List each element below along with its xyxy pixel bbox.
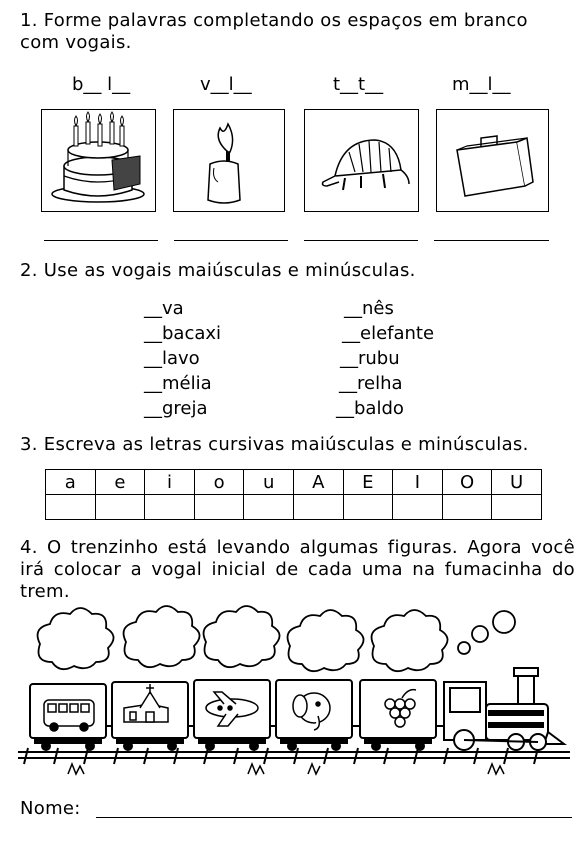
answer-line-1[interactable] (44, 240, 158, 241)
cloud-icon (288, 610, 364, 671)
left-word-list (144, 296, 221, 421)
train-illustration (18, 604, 570, 780)
right-word-list (338, 296, 434, 421)
picture-box-armadillo (304, 109, 419, 212)
write-cell[interactable] (145, 495, 195, 520)
write-cell[interactable] (194, 495, 244, 520)
list-item: __elefante (342, 323, 435, 344)
picture-box-candle (173, 109, 285, 212)
answer-line-4[interactable] (434, 240, 549, 241)
list-item: __greja (144, 398, 208, 419)
table-cell: U (492, 470, 542, 495)
table-row (46, 495, 542, 520)
table-cell: o (194, 470, 244, 495)
cloud-icon (204, 606, 280, 667)
suitcase-icon (437, 110, 548, 211)
write-cell[interactable] (46, 495, 96, 520)
smoke-puff-icon (458, 642, 470, 654)
table-cell: E (343, 470, 393, 495)
cloud-icon (124, 606, 200, 667)
list-item: __lavo (144, 348, 200, 369)
cloud-icon (38, 608, 114, 669)
question-3-text: 3. Escreva as letras cursivas maiúsculas e minúsculas. (20, 434, 529, 455)
write-cell[interactable] (95, 495, 145, 520)
question-2-text: 2. Use as vogais maiúsculas e minúsculas. (20, 260, 416, 281)
write-cell[interactable] (393, 495, 443, 520)
smoke-puff-icon (493, 611, 515, 633)
answer-line-3[interactable] (304, 240, 418, 241)
write-cell[interactable] (244, 495, 294, 520)
name-label: Nome: (20, 798, 81, 819)
table-cell: A (293, 470, 343, 495)
picture-box-cake (41, 109, 156, 212)
smoke-puff-icon (472, 626, 488, 642)
list-item: __relha (339, 373, 403, 394)
table-row (46, 470, 542, 495)
picture-box-suitcase (436, 109, 549, 212)
answer-line-2[interactable] (174, 240, 288, 241)
question-1-text: 1. Forme palavras completando os espaços em branco com vogais. (20, 10, 528, 53)
bus-icon (44, 700, 94, 731)
list-item: __va (144, 298, 184, 319)
word-pattern-2: v__l__ (200, 74, 252, 95)
list-item: __mélia (144, 373, 212, 394)
write-cell[interactable] (492, 495, 542, 520)
table-cell: a (46, 470, 96, 495)
write-cell[interactable] (442, 495, 492, 520)
list-item: __rubu (340, 348, 400, 369)
table-cell: O (442, 470, 492, 495)
list-item: __baldo (336, 398, 404, 419)
cloud-icon (372, 610, 448, 671)
table-cell: I (393, 470, 443, 495)
name-field[interactable] (96, 817, 572, 818)
question-4-text: 4. O trenzinho está levando algumas figuras. Agora você irá colocar a vogal inicial de cada uma na fumacinha do trem. (20, 537, 575, 602)
candle-icon (174, 110, 284, 211)
locomotive-icon (444, 668, 564, 750)
armadillo-icon (305, 110, 418, 211)
cake-icon (42, 110, 155, 211)
table-cell: u (244, 470, 294, 495)
list-item: __bacaxi (144, 323, 222, 344)
write-cell[interactable] (343, 495, 393, 520)
write-cell[interactable] (293, 495, 343, 520)
table-cell: e (95, 470, 145, 495)
list-item: __nês (344, 298, 394, 319)
word-pattern-4: m__l__ (452, 74, 511, 95)
word-pattern-3: t__t__ (333, 74, 384, 95)
word-pattern-1: b__ l__ (72, 74, 131, 95)
table-cell: i (145, 470, 195, 495)
letters-table (45, 469, 542, 520)
